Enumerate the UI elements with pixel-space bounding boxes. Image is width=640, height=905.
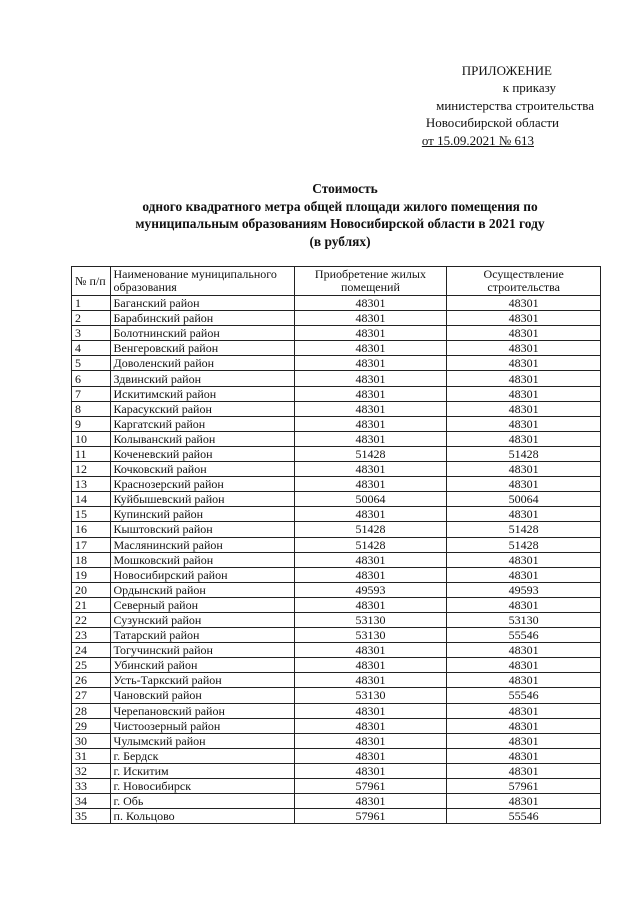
cell-construction: 55546 xyxy=(447,628,601,643)
cell-num: 13 xyxy=(72,477,111,492)
cell-construction: 57961 xyxy=(447,779,601,794)
cell-construction: 48301 xyxy=(447,748,601,763)
table-row xyxy=(72,673,601,688)
price-table xyxy=(71,266,601,824)
cell-purchase: 48301 xyxy=(294,567,447,582)
cell-construction: 53130 xyxy=(447,612,601,627)
cell-purchase: 50064 xyxy=(294,492,447,507)
cell-num: 6 xyxy=(72,371,111,386)
appendix-label: ПРИЛОЖЕНИЕ xyxy=(461,63,552,78)
cell-num: 8 xyxy=(72,401,111,416)
table-row xyxy=(72,492,601,507)
cell-name: Барабинский район xyxy=(110,311,294,326)
cell-name: Чистоозерный район xyxy=(110,718,294,733)
table-row xyxy=(72,763,601,778)
cell-name: г. Бердск xyxy=(110,748,294,763)
cell-construction: 48301 xyxy=(447,386,601,401)
appendix-to-order: к приказу xyxy=(502,80,556,96)
table-row xyxy=(72,371,601,386)
cell-purchase: 48301 xyxy=(294,311,447,326)
cell-name: Болотнинский район xyxy=(110,326,294,341)
cell-num: 26 xyxy=(72,673,111,688)
cell-num: 19 xyxy=(72,567,111,582)
cell-num: 18 xyxy=(72,552,111,567)
table-row xyxy=(72,401,601,416)
cell-construction: 49593 xyxy=(447,582,601,597)
table-row xyxy=(72,718,601,733)
cell-name: Купинский район xyxy=(110,507,294,522)
cell-construction: 48301 xyxy=(447,431,601,446)
cell-purchase: 48301 xyxy=(294,416,447,431)
table-row xyxy=(72,612,601,627)
title-line-3: муниципальным образованиям Новосибирской области в 2021 году xyxy=(135,216,545,232)
cell-num: 16 xyxy=(72,522,111,537)
cell-purchase: 48301 xyxy=(294,386,447,401)
header-construction: Осуществление строительства xyxy=(447,267,601,296)
cell-construction: 48301 xyxy=(447,356,601,371)
table-row xyxy=(72,537,601,552)
cell-name: Венгеровский район xyxy=(110,341,294,356)
cell-construction: 48301 xyxy=(447,552,601,567)
cell-num: 9 xyxy=(72,416,111,431)
cell-purchase: 48301 xyxy=(294,703,447,718)
table-row xyxy=(72,446,601,461)
cell-purchase: 48301 xyxy=(294,794,447,809)
cell-construction: 48301 xyxy=(447,462,601,477)
cell-construction: 48301 xyxy=(447,311,601,326)
cell-num: 11 xyxy=(72,446,111,461)
header-purchase: Приобретение жилых помещений xyxy=(294,267,447,296)
cell-name: Чулымский район xyxy=(110,733,294,748)
cell-name: Баганский район xyxy=(110,296,294,311)
table-row xyxy=(72,567,601,582)
cell-purchase: 53130 xyxy=(294,688,447,703)
cell-purchase: 49593 xyxy=(294,582,447,597)
cell-name: г. Новосибирск xyxy=(110,779,294,794)
cell-purchase: 48301 xyxy=(294,643,447,658)
cell-purchase: 48301 xyxy=(294,733,447,748)
cell-purchase: 48301 xyxy=(294,477,447,492)
header-num: № п/п xyxy=(72,267,111,296)
table-row xyxy=(72,643,601,658)
cell-purchase: 48301 xyxy=(294,326,447,341)
appendix-ministry: министерства строительства xyxy=(436,97,594,113)
cell-num: 4 xyxy=(72,341,111,356)
cell-name: Татарский район xyxy=(110,628,294,643)
table-row xyxy=(72,326,601,341)
cell-name: Карасукский район xyxy=(110,401,294,416)
cell-purchase: 48301 xyxy=(294,462,447,477)
cell-num: 23 xyxy=(72,628,111,643)
table-row xyxy=(72,431,601,446)
cell-purchase: 48301 xyxy=(294,401,447,416)
appendix-header xyxy=(374,62,594,149)
cell-name: Тогучинский район xyxy=(110,643,294,658)
table-row xyxy=(72,341,601,356)
cell-name: Черепановский район xyxy=(110,703,294,718)
cell-purchase: 57961 xyxy=(294,809,447,824)
cell-name: Усть-Таркский район xyxy=(110,673,294,688)
title-line-2: одного квадратного метра общей площади жилого помещения по xyxy=(142,198,538,214)
table-row xyxy=(72,658,601,673)
cell-construction: 51428 xyxy=(447,537,601,552)
table-row xyxy=(72,809,601,824)
cell-purchase: 53130 xyxy=(294,628,447,643)
cell-purchase: 51428 xyxy=(294,446,447,461)
cell-name: г. Обь xyxy=(110,794,294,809)
table-row xyxy=(72,703,601,718)
cell-name: Каргатский район xyxy=(110,416,294,431)
cell-num: 17 xyxy=(72,537,111,552)
cell-construction: 51428 xyxy=(447,446,601,461)
title-line-4: (в рублях) xyxy=(309,233,371,249)
cell-name: Мошковский район xyxy=(110,552,294,567)
cell-name: Доволенский район xyxy=(110,356,294,371)
cell-construction: 55546 xyxy=(447,809,601,824)
cell-num: 24 xyxy=(72,643,111,658)
appendix-order-date: от 15.09.2021 № 613 xyxy=(421,132,534,148)
cell-name: Куйбышевский район xyxy=(110,492,294,507)
cell-num: 25 xyxy=(72,658,111,673)
cell-num: 29 xyxy=(72,718,111,733)
cell-num: 15 xyxy=(72,507,111,522)
table-row xyxy=(72,733,601,748)
cell-num: 34 xyxy=(72,794,111,809)
cell-construction: 48301 xyxy=(447,341,601,356)
cell-construction: 48301 xyxy=(447,567,601,582)
cell-name: Колыванский район xyxy=(110,431,294,446)
cell-num: 33 xyxy=(72,779,111,794)
cell-num: 3 xyxy=(72,326,111,341)
cell-purchase: 48301 xyxy=(294,507,447,522)
cell-num: 10 xyxy=(72,431,111,446)
cell-construction: 48301 xyxy=(447,477,601,492)
cell-construction: 48301 xyxy=(447,658,601,673)
cell-purchase: 57961 xyxy=(294,779,447,794)
cell-purchase: 48301 xyxy=(294,763,447,778)
cell-num: 28 xyxy=(72,703,111,718)
cell-construction: 55546 xyxy=(447,688,601,703)
cell-purchase: 48301 xyxy=(294,658,447,673)
cell-name: Здвинский район xyxy=(110,371,294,386)
title-line-1: Стоимость xyxy=(312,181,378,196)
document-title xyxy=(100,180,580,250)
table-row xyxy=(72,748,601,763)
cell-construction: 48301 xyxy=(447,416,601,431)
cell-name: Искитимский район xyxy=(110,386,294,401)
cell-name: Убинский район xyxy=(110,658,294,673)
cell-num: 31 xyxy=(72,748,111,763)
cell-purchase: 51428 xyxy=(294,537,447,552)
cell-name: Кочковский район xyxy=(110,462,294,477)
cell-construction: 48301 xyxy=(447,507,601,522)
cell-name: г. Искитим xyxy=(110,763,294,778)
cell-construction: 48301 xyxy=(447,296,601,311)
cell-name: Ордынский район xyxy=(110,582,294,597)
cell-construction: 50064 xyxy=(447,492,601,507)
table-row xyxy=(72,522,601,537)
table-body xyxy=(72,296,601,824)
cell-construction: 48301 xyxy=(447,326,601,341)
cell-num: 14 xyxy=(72,492,111,507)
cell-construction: 48301 xyxy=(447,733,601,748)
cell-construction: 48301 xyxy=(447,597,601,612)
table-row xyxy=(72,416,601,431)
appendix-region: Новосибирской области xyxy=(425,115,559,131)
cell-num: 32 xyxy=(72,763,111,778)
cell-num: 20 xyxy=(72,582,111,597)
table-row xyxy=(72,779,601,794)
table-row xyxy=(72,688,601,703)
cell-name: Сузунский район xyxy=(110,612,294,627)
cell-num: 12 xyxy=(72,462,111,477)
table-row xyxy=(72,552,601,567)
cell-purchase: 48301 xyxy=(294,673,447,688)
table-row xyxy=(72,507,601,522)
cell-purchase: 48301 xyxy=(294,748,447,763)
cell-name: Чановский район xyxy=(110,688,294,703)
table-row xyxy=(72,386,601,401)
cell-name: Северный район xyxy=(110,597,294,612)
cell-name: п. Кольцово xyxy=(110,809,294,824)
cell-purchase: 53130 xyxy=(294,612,447,627)
cell-name: Коченевский район xyxy=(110,446,294,461)
table-row xyxy=(72,311,601,326)
table-row xyxy=(72,597,601,612)
cell-construction: 48301 xyxy=(447,371,601,386)
cell-num: 35 xyxy=(72,809,111,824)
table-row xyxy=(72,462,601,477)
cell-num: 22 xyxy=(72,612,111,627)
cell-num: 1 xyxy=(72,296,111,311)
cell-name: Маслянинский район xyxy=(110,537,294,552)
cell-purchase: 48301 xyxy=(294,371,447,386)
cell-name: Кыштовский район xyxy=(110,522,294,537)
cell-construction: 48301 xyxy=(447,718,601,733)
cell-num: 27 xyxy=(72,688,111,703)
cell-name: Краснозерский район xyxy=(110,477,294,492)
header-name: Наименование муниципального образования xyxy=(110,267,294,296)
cell-purchase: 48301 xyxy=(294,552,447,567)
cell-num: 21 xyxy=(72,597,111,612)
cell-num: 5 xyxy=(72,356,111,371)
table-header-row xyxy=(72,267,601,296)
cell-num: 30 xyxy=(72,733,111,748)
table-row xyxy=(72,477,601,492)
table-row xyxy=(72,794,601,809)
cell-purchase: 48301 xyxy=(294,431,447,446)
cell-num: 2 xyxy=(72,311,111,326)
cell-construction: 48301 xyxy=(447,763,601,778)
cell-purchase: 48301 xyxy=(294,341,447,356)
table-row xyxy=(72,296,601,311)
cell-purchase: 48301 xyxy=(294,296,447,311)
cell-construction: 48301 xyxy=(447,643,601,658)
table-row xyxy=(72,628,601,643)
cell-purchase: 48301 xyxy=(294,356,447,371)
cell-num: 7 xyxy=(72,386,111,401)
cell-construction: 48301 xyxy=(447,703,601,718)
cell-construction: 48301 xyxy=(447,401,601,416)
cell-purchase: 48301 xyxy=(294,718,447,733)
cell-construction: 48301 xyxy=(447,673,601,688)
cell-construction: 48301 xyxy=(447,794,601,809)
table-row xyxy=(72,356,601,371)
cell-purchase: 48301 xyxy=(294,597,447,612)
table-row xyxy=(72,582,601,597)
cell-name: Новосибирский район xyxy=(110,567,294,582)
cell-construction: 51428 xyxy=(447,522,601,537)
cell-purchase: 51428 xyxy=(294,522,447,537)
